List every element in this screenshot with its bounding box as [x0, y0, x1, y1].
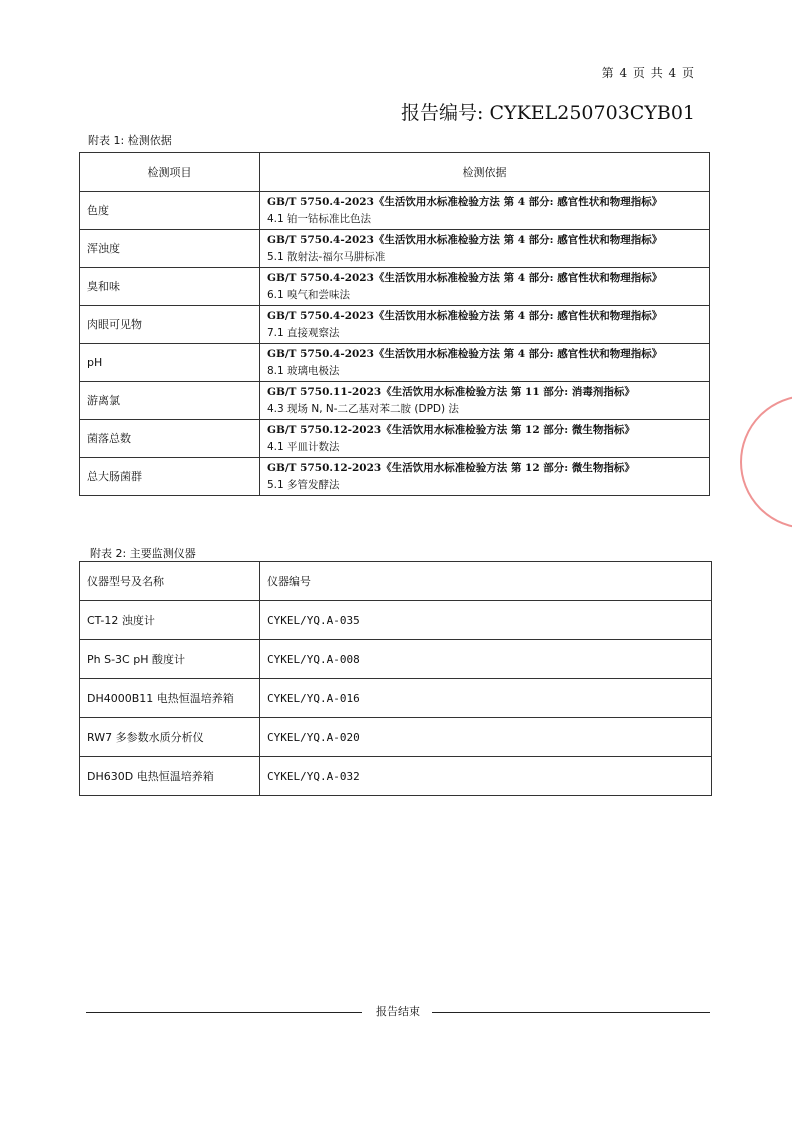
instrument-name: RW7 多参数水质分析仪: [80, 718, 260, 757]
seal-stamp: [740, 395, 792, 529]
table-header-row: [80, 153, 710, 192]
basis-method: 6.1 嗅气和尝味法: [267, 288, 351, 301]
basis-standard: GB/T 5750.12-2023《生活饮用水标准检验方法 第 12 部分: 微生物指标》: [267, 461, 635, 474]
instrument-name: CT-12 浊度计: [80, 601, 260, 640]
basis-method: 5.1 散射法-福尔马肼标准: [267, 250, 386, 263]
table-row: [80, 192, 710, 230]
report-end-text: 报告结束: [376, 1005, 420, 1018]
basis-standard: GB/T 5750.4-2023《生活饮用水标准检验方法 第 4 部分: 感官性状和物理指标》: [267, 347, 663, 360]
table-row: [80, 382, 710, 420]
item-cell: 菌落总数: [80, 420, 260, 458]
basis-standard: GB/T 5750.4-2023《生活饮用水标准检验方法 第 4 部分: 感官性状和物理指标》: [267, 309, 663, 322]
page-number: 第 4 页 共 4 页: [601, 66, 695, 80]
table-row: [80, 679, 712, 718]
basis-cell: [260, 458, 710, 496]
basis-standard: GB/T 5750.4-2023《生活饮用水标准检验方法 第 4 部分: 感官性状和物理指标》: [267, 271, 663, 284]
basis-cell: [260, 420, 710, 458]
item-cell: pH: [80, 344, 260, 382]
table-row: [80, 458, 710, 496]
item-cell: 臭和味: [80, 268, 260, 306]
table-row: [80, 306, 710, 344]
column-header-item: 检测项目: [80, 153, 260, 192]
basis-method: 4.1 铂一钴标准比色法: [267, 212, 372, 225]
basis-cell: [260, 268, 710, 306]
basis-cell: [260, 382, 710, 420]
item-cell: 总大肠菌群: [80, 458, 260, 496]
item-cell: 游离氯: [80, 382, 260, 420]
instrument-table: [79, 561, 712, 796]
basis-standard: GB/T 5750.12-2023《生活饮用水标准检验方法 第 12 部分: 微生物指标》: [267, 423, 635, 436]
report-number: 报告编号: CYKEL250703CYB01: [401, 102, 695, 124]
instrument-code: CYKEL/YQ.A-035: [260, 601, 712, 640]
item-cell: 肉眼可见物: [80, 306, 260, 344]
basis-cell: [260, 306, 710, 344]
item-cell: 色度: [80, 192, 260, 230]
basis-method: 4.1 平皿计数法: [267, 440, 340, 453]
basis-cell: [260, 192, 710, 230]
table-row: [80, 268, 710, 306]
instrument-code: CYKEL/YQ.A-008: [260, 640, 712, 679]
table-row: [80, 420, 710, 458]
table2-caption: 附表 2: 主要监测仪器: [90, 547, 196, 560]
table-row: [80, 601, 712, 640]
table-row: [80, 757, 712, 796]
basis-cell: [260, 344, 710, 382]
table-row: [80, 344, 710, 382]
column-header-basis: 检测依据: [260, 153, 710, 192]
instrument-name: DH630D 电热恒温培养箱: [80, 757, 260, 796]
table1-caption: 附表 1: 检测依据: [88, 134, 172, 147]
table-header-row: [80, 562, 712, 601]
table-row: [80, 230, 710, 268]
basis-standard: GB/T 5750.4-2023《生活饮用水标准检验方法 第 4 部分: 感官性状和物理指标》: [267, 195, 663, 208]
instrument-name: DH4000B11 电热恒温培养箱: [80, 679, 260, 718]
table-row: [80, 718, 712, 757]
table-row: [80, 640, 712, 679]
instrument-code: CYKEL/YQ.A-032: [260, 757, 712, 796]
basis-method: 7.1 直接观察法: [267, 326, 340, 339]
end-divider-left: [86, 1012, 362, 1013]
column-header-instrument: 仪器型号及名称: [80, 562, 260, 601]
item-cell: 浑浊度: [80, 230, 260, 268]
instrument-name: Ph S-3C pH 酸度计: [80, 640, 260, 679]
end-divider-right: [432, 1012, 710, 1013]
basis-cell: [260, 230, 710, 268]
basis-standard: GB/T 5750.4-2023《生活饮用水标准检验方法 第 4 部分: 感官性状和物理指标》: [267, 233, 663, 246]
instrument-code: CYKEL/YQ.A-016: [260, 679, 712, 718]
basis-standard: GB/T 5750.11-2023《生活饮用水标准检验方法 第 11 部分: 消毒剂指标》: [267, 385, 635, 398]
column-header-code: 仪器编号: [260, 562, 712, 601]
basis-method: 5.1 多管发酵法: [267, 478, 340, 491]
basis-method: 8.1 玻璃电极法: [267, 364, 340, 377]
instrument-code: CYKEL/YQ.A-020: [260, 718, 712, 757]
detection-basis-table: [79, 152, 710, 496]
basis-method: 4.3 现场 N, N-二乙基对苯二胺 (DPD) 法: [267, 402, 459, 415]
